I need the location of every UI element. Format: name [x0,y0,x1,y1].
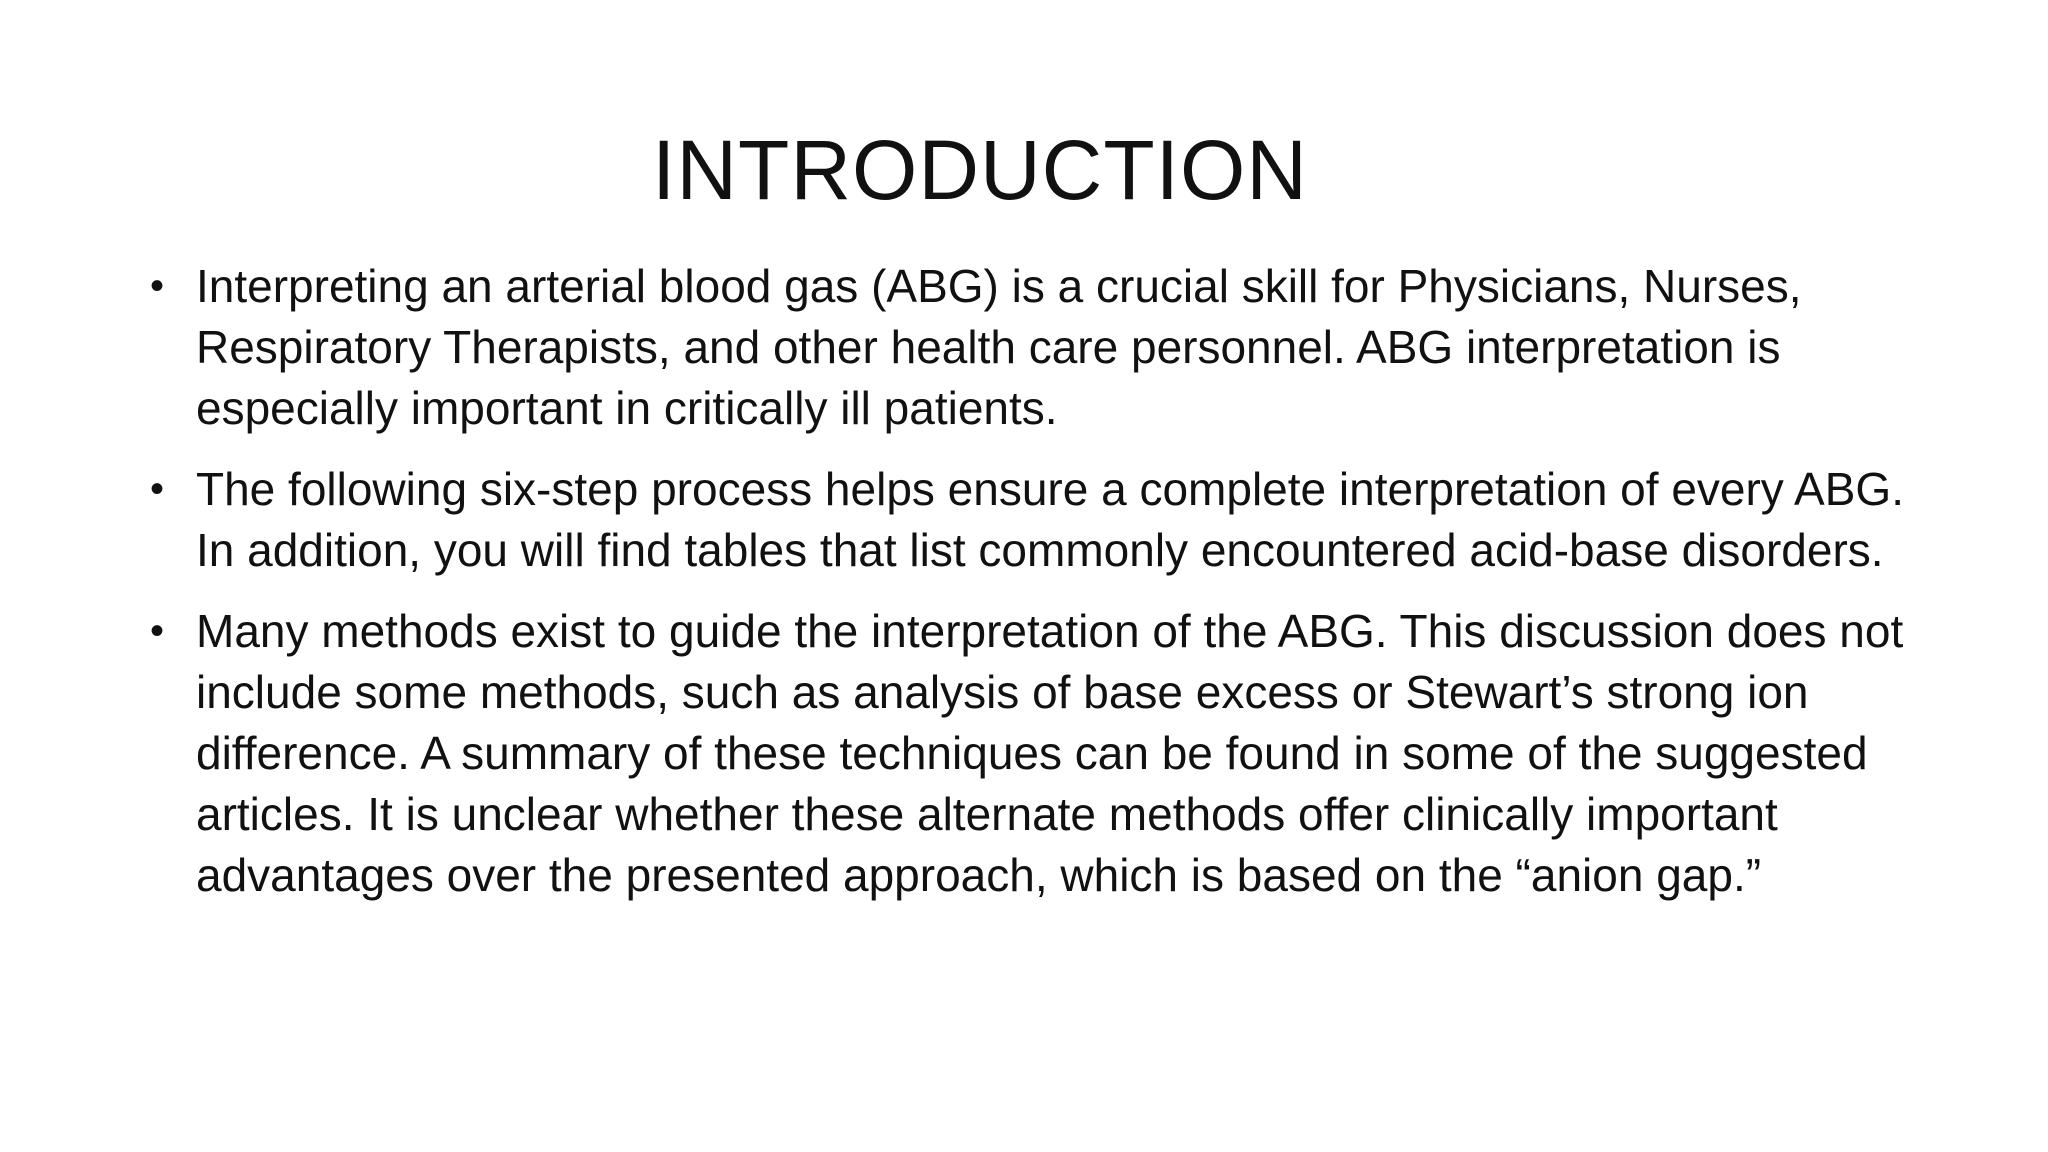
bullet-icon: • [150,609,165,653]
bullet-text: The following six-step process helps ensure a complete interpretation of every ABG. In addition, you will find tables that list commonly encountered acid-base disorders. [196,463,1904,576]
bullet-item [150,459,1910,581]
bullet-icon: • [150,467,165,511]
bullet-list [150,256,1910,926]
bullet-icon: • [150,264,165,308]
bullet-item [150,256,1910,439]
bullet-item [150,601,1910,906]
bullet-text: Interpreting an arterial blood gas (ABG) is a crucial skill for Physicians, Nurses, Respiratory Therapists, and other health care personnel. ABG interpretation is especially important in critically ill patients. [196,260,1802,434]
bullet-text: Many methods exist to guide the interpretation of the ABG. This discussion does not include some methods, such as analysis of base excess or Stewart’s strong ion difference. A summary of these techniques can be found in some of the suggested articles. It is unclear whether these alternate methods offer clinically important advantages over the presented approach, which is based on the “anion gap.” [196,605,1904,901]
slide-title: INTRODUCTION [652,123,1308,217]
